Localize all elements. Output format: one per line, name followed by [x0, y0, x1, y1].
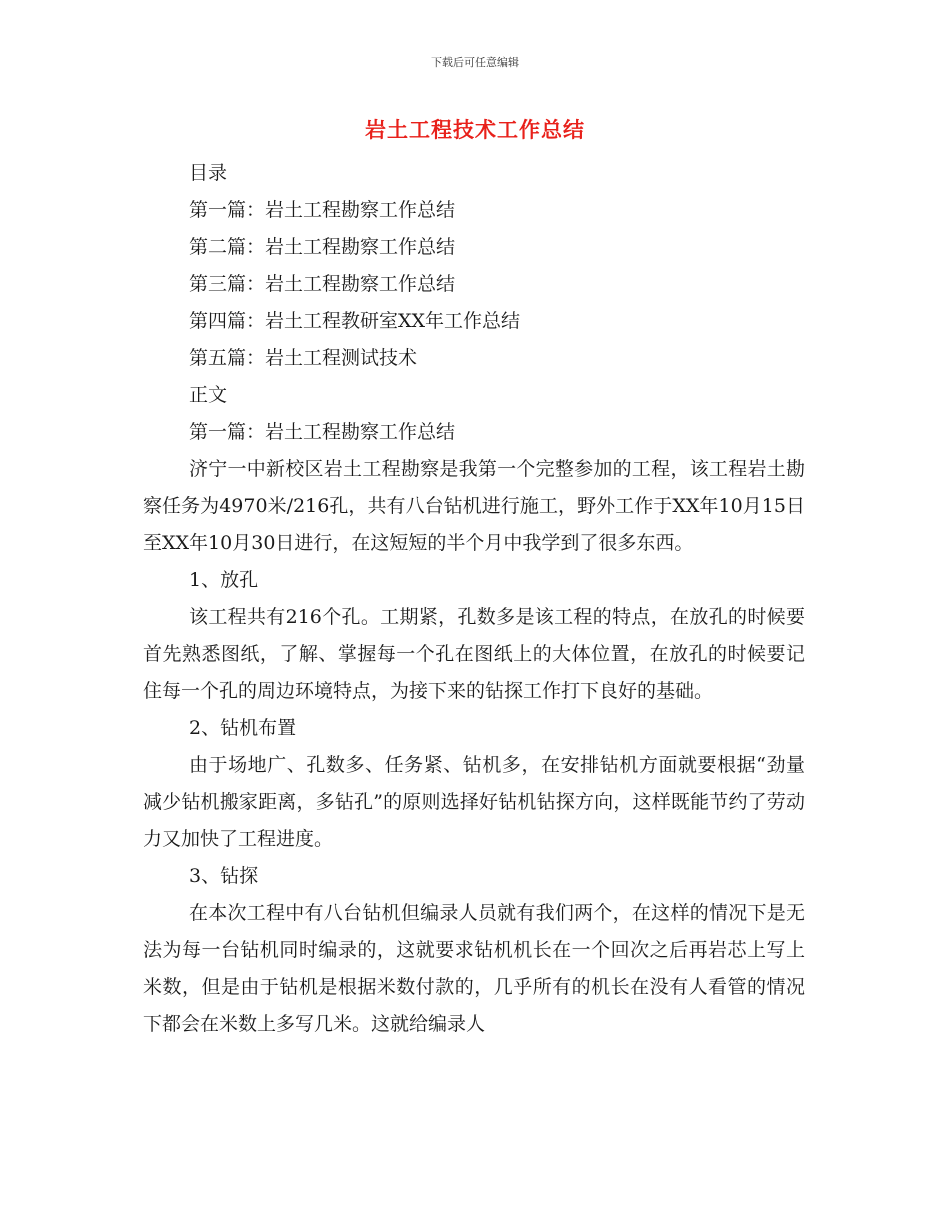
document-body — [143, 155, 805, 1043]
section-paragraph: 由于场地广、孔数多、任务紧、钻机多，在安排钻机方面就要根据“劲量减少钻机搬家距离，多钻孔”的原则选择好钻机钻探方向，这样既能节约了劳动力又加快了工程进度。 — [143, 754, 805, 850]
toc-heading: 目录 — [189, 162, 228, 184]
toc-item: 第一篇：岩土工程勘察工作总结 — [189, 199, 456, 221]
body-heading: 正文 — [189, 384, 228, 406]
intro-paragraph: 济宁一中新校区岩土工程勘察是我第一个完整参加的工程，该工程岩土勘察任务为4970米/216孔，共有八台钻机进行施工，野外工作于XX年10月15日至XX年10月30日进行，在这短短的半个月中我学到了很多东西。 — [143, 458, 805, 554]
toc-item: 第三篇：岩土工程勘察工作总结 — [189, 273, 456, 295]
toc-item: 第四篇：岩土工程教研室XX年工作总结 — [189, 310, 521, 332]
document-title: 岩土工程技术工作总结 — [365, 118, 585, 142]
toc-item: 第二篇：岩土工程勘察工作总结 — [189, 236, 456, 258]
section-heading: 2、钻机布置 — [189, 717, 297, 739]
section-paragraph: 在本次工程中有八台钻机但编录人员就有我们两个，在这样的情况下是无法为每一台钻机同时编录的，这就要求钻机机长在一个回次之后再岩芯上写上米数，但是由于钻机是根据米数付款的，几乎所有的机长在没有人看管的情况下都会在米数上多写几米。这就给编录人 — [143, 902, 805, 1035]
chapter-title: 第一篇：岩土工程勘察工作总结 — [189, 421, 456, 443]
header-note: 下载后可任意编辑 — [431, 56, 519, 69]
section-paragraph: 该工程共有216个孔。工期紧，孔数多是该工程的特点，在放孔的时候要首先熟悉图纸，了解、掌握每一个孔在图纸上的大体位置，在放孔的时候要记住每一个孔的周边环境特点，为接下来的钻探工作打下良好的基础。 — [143, 606, 805, 702]
section-heading: 3、钻探 — [189, 865, 259, 887]
section-heading: 1、放孔 — [189, 569, 259, 591]
toc-item: 第五篇：岩土工程测试技术 — [189, 347, 418, 369]
